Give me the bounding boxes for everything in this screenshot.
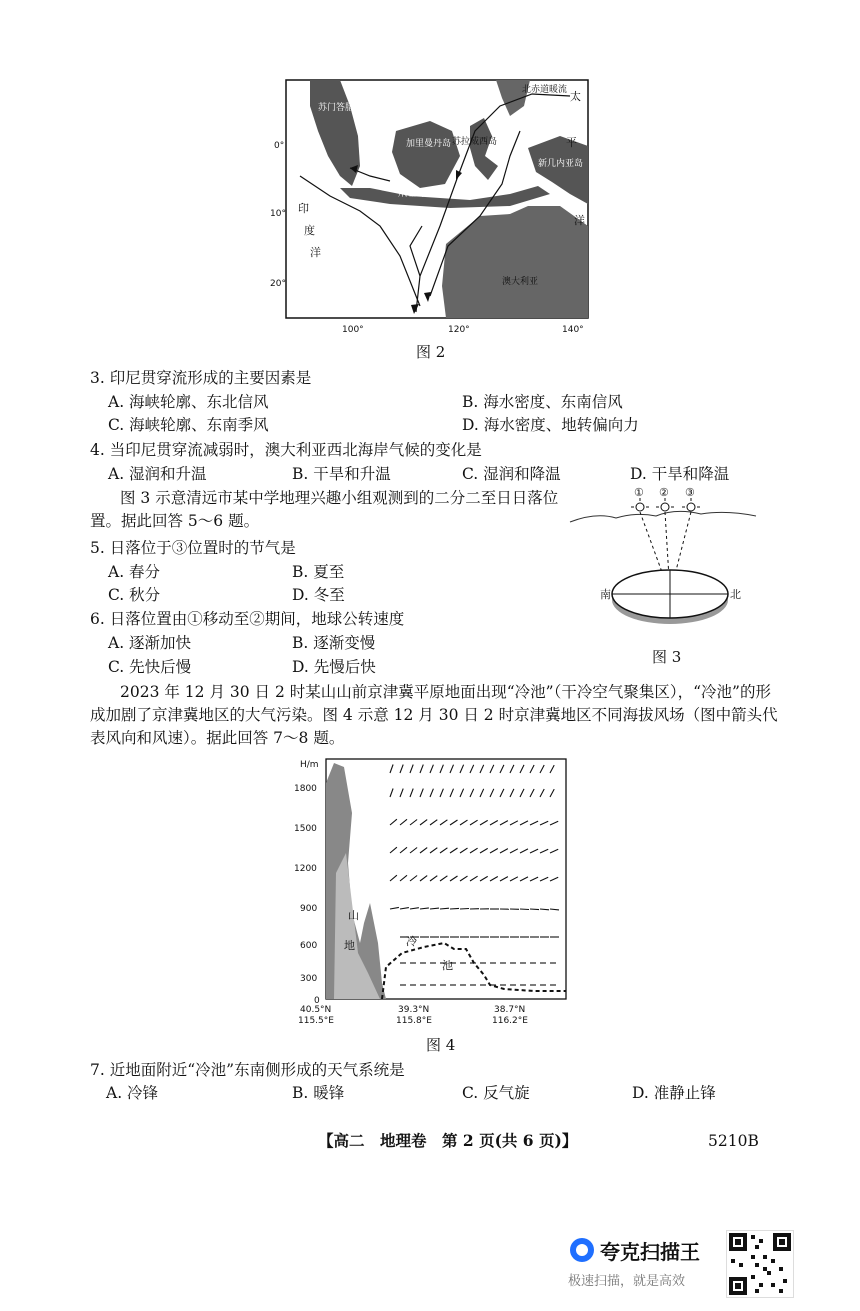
q7-option-c: C. 反气旋	[462, 1084, 530, 1102]
figure-3-caption: 图 3	[652, 648, 682, 666]
label-south: 南	[600, 588, 611, 601]
y-tick-1800: 1800	[294, 784, 317, 794]
wind-arrow	[530, 909, 539, 910]
label-ping: 平	[566, 136, 577, 149]
q4-option-d: D. 干旱和降温	[630, 465, 730, 483]
q6-option-a: A. 逐渐加快	[108, 634, 192, 652]
q4-option-a: A. 湿润和升温	[108, 465, 207, 483]
label-kalimantan: 加里曼丹岛	[406, 139, 452, 149]
sun-icon	[631, 498, 700, 511]
wind-arrow	[520, 909, 529, 910]
q4-option-c: C. 湿润和降温	[462, 465, 561, 483]
lon-label-140: 140°	[562, 325, 584, 335]
x-tick-lat-2: 39.3°N	[398, 1005, 430, 1015]
y-tick-600: 600	[300, 941, 318, 951]
page-footer-code: 5210B	[708, 1132, 759, 1150]
label-sulawesi: 苏拉威西岛	[452, 137, 498, 147]
q7-option-a: A. 冷锋	[106, 1084, 159, 1102]
q7-option-d: D. 准静止锋	[632, 1084, 716, 1102]
lon-label-100: 100°	[342, 325, 364, 335]
scanner-slogan: 极速扫描，就是高效	[568, 1274, 686, 1289]
label-new-guinea: 新几内亚岛	[538, 159, 584, 169]
q3-option-d: D. 海水密度、地转偏向力	[462, 416, 639, 434]
q7-option-b: B. 暖锋	[292, 1084, 345, 1102]
q3-stem: 3. 印尼贯穿流形成的主要因素是	[90, 369, 312, 387]
label-leng: 冷	[406, 935, 417, 948]
figure-2-caption: 图 2	[416, 343, 446, 361]
scanner-watermark	[566, 1232, 746, 1292]
lon-label-120: 120°	[448, 325, 470, 335]
qr-code-icon	[726, 1230, 794, 1298]
label-yin: 印	[298, 202, 309, 215]
figure-3-sunset-diagram	[566, 482, 776, 644]
x-tick-lat-1: 40.5°N	[300, 1005, 332, 1015]
label-sumatra: 苏门答腊岛	[318, 103, 364, 113]
q5-option-a: A. 春分	[108, 563, 161, 581]
label-java: 爪哇岛	[398, 189, 426, 199]
figure-2-map	[270, 76, 600, 336]
q5-option-d: D. 冬至	[292, 586, 345, 604]
label-north: 北	[730, 588, 741, 601]
marker-2: ②	[659, 486, 669, 499]
q6-option-c: C. 先快后慢	[108, 658, 192, 676]
y-axis-title: H/m	[300, 760, 319, 770]
x-tick-lat-3: 38.7°N	[494, 1005, 526, 1015]
intro-5-6: 图 3 示意清远市某中学地理兴趣小组观测到的二分二至日日落位置。据此回答 5～6 题。	[90, 489, 559, 530]
label-du: 度	[304, 224, 315, 237]
y-tick-300: 300	[300, 974, 318, 984]
y-tick-900: 900	[300, 904, 318, 914]
q5-option-b: B. 夏至	[292, 563, 345, 581]
q5-option-c: C. 秋分	[108, 586, 161, 604]
q3-option-a: A. 海峡轮廓、东北信风	[108, 393, 269, 411]
y-tick-1200: 1200	[294, 864, 317, 874]
x-tick-lon-1: 115.5°E	[298, 1016, 334, 1026]
label-north-equatorial-current: 北赤道暖流	[522, 85, 568, 95]
intro-7-8: 2023 年 12 月 30 日 2 时某山山前京津冀平原地面出现“冷池”（干冷空气聚集区），“冷池”的形成加剧了京津冀地区的大气污染。图 4 示意 12 月 30 日 2 时京津冀地区不同海拔风场（图中箭头代表风向和风速）。据此回答 7～8 题。	[90, 683, 778, 747]
q6-option-d: D. 先慢后快	[292, 658, 376, 676]
lat-label-0: 0°	[274, 141, 285, 151]
label-tai: 太	[570, 90, 581, 103]
q3-option-b: B. 海水密度、东南信风	[462, 393, 623, 411]
marker-1: ①	[634, 486, 644, 499]
label-chi: 池	[442, 959, 453, 972]
figure-4-caption: 图 4	[426, 1036, 456, 1054]
y-tick-0: 0	[314, 996, 320, 1006]
lat-label-10: 10°	[270, 209, 286, 219]
page-footer-title: 【高二 地理卷 第 2 页(共 6 页)】	[318, 1131, 578, 1150]
q7-stem: 7. 近地面附近“冷池”东南侧形成的天气系统是	[90, 1061, 405, 1079]
label-yang-indian: 洋	[310, 246, 321, 259]
scanner-brand: 夸克扫描王	[600, 1240, 700, 1264]
label-australia: 澳大利亚	[502, 277, 539, 287]
q6-stem: 6. 日落位置由①移动至②期间，地球公转速度	[90, 610, 405, 628]
marker-3: ③	[685, 486, 695, 499]
q3-option-c: C. 海峡轮廓、东南季风	[108, 416, 269, 434]
scanner-logo-icon	[570, 1238, 594, 1262]
q5-stem: 5. 日落位于③位置时的节气是	[90, 539, 296, 557]
wind-arrow	[460, 909, 469, 910]
label-shan: 山	[348, 909, 359, 922]
wind-arrow	[450, 908, 459, 909]
q4-stem: 4. 当印尼贯穿流减弱时，澳大利亚西北海岸气候的变化是	[90, 441, 482, 459]
label-di: 地	[344, 939, 355, 952]
x-tick-lon-3: 116.2°E	[492, 1016, 528, 1026]
lat-label-20: 20°	[270, 279, 286, 289]
y-tick-1500: 1500	[294, 824, 317, 834]
figure-4-wind-field	[294, 753, 574, 1033]
q6-option-b: B. 逐渐变慢	[292, 634, 376, 652]
q4-option-b: B. 干旱和升温	[292, 465, 391, 483]
x-tick-lon-2: 115.8°E	[396, 1016, 432, 1026]
label-yang-pacific: 洋	[574, 214, 585, 227]
